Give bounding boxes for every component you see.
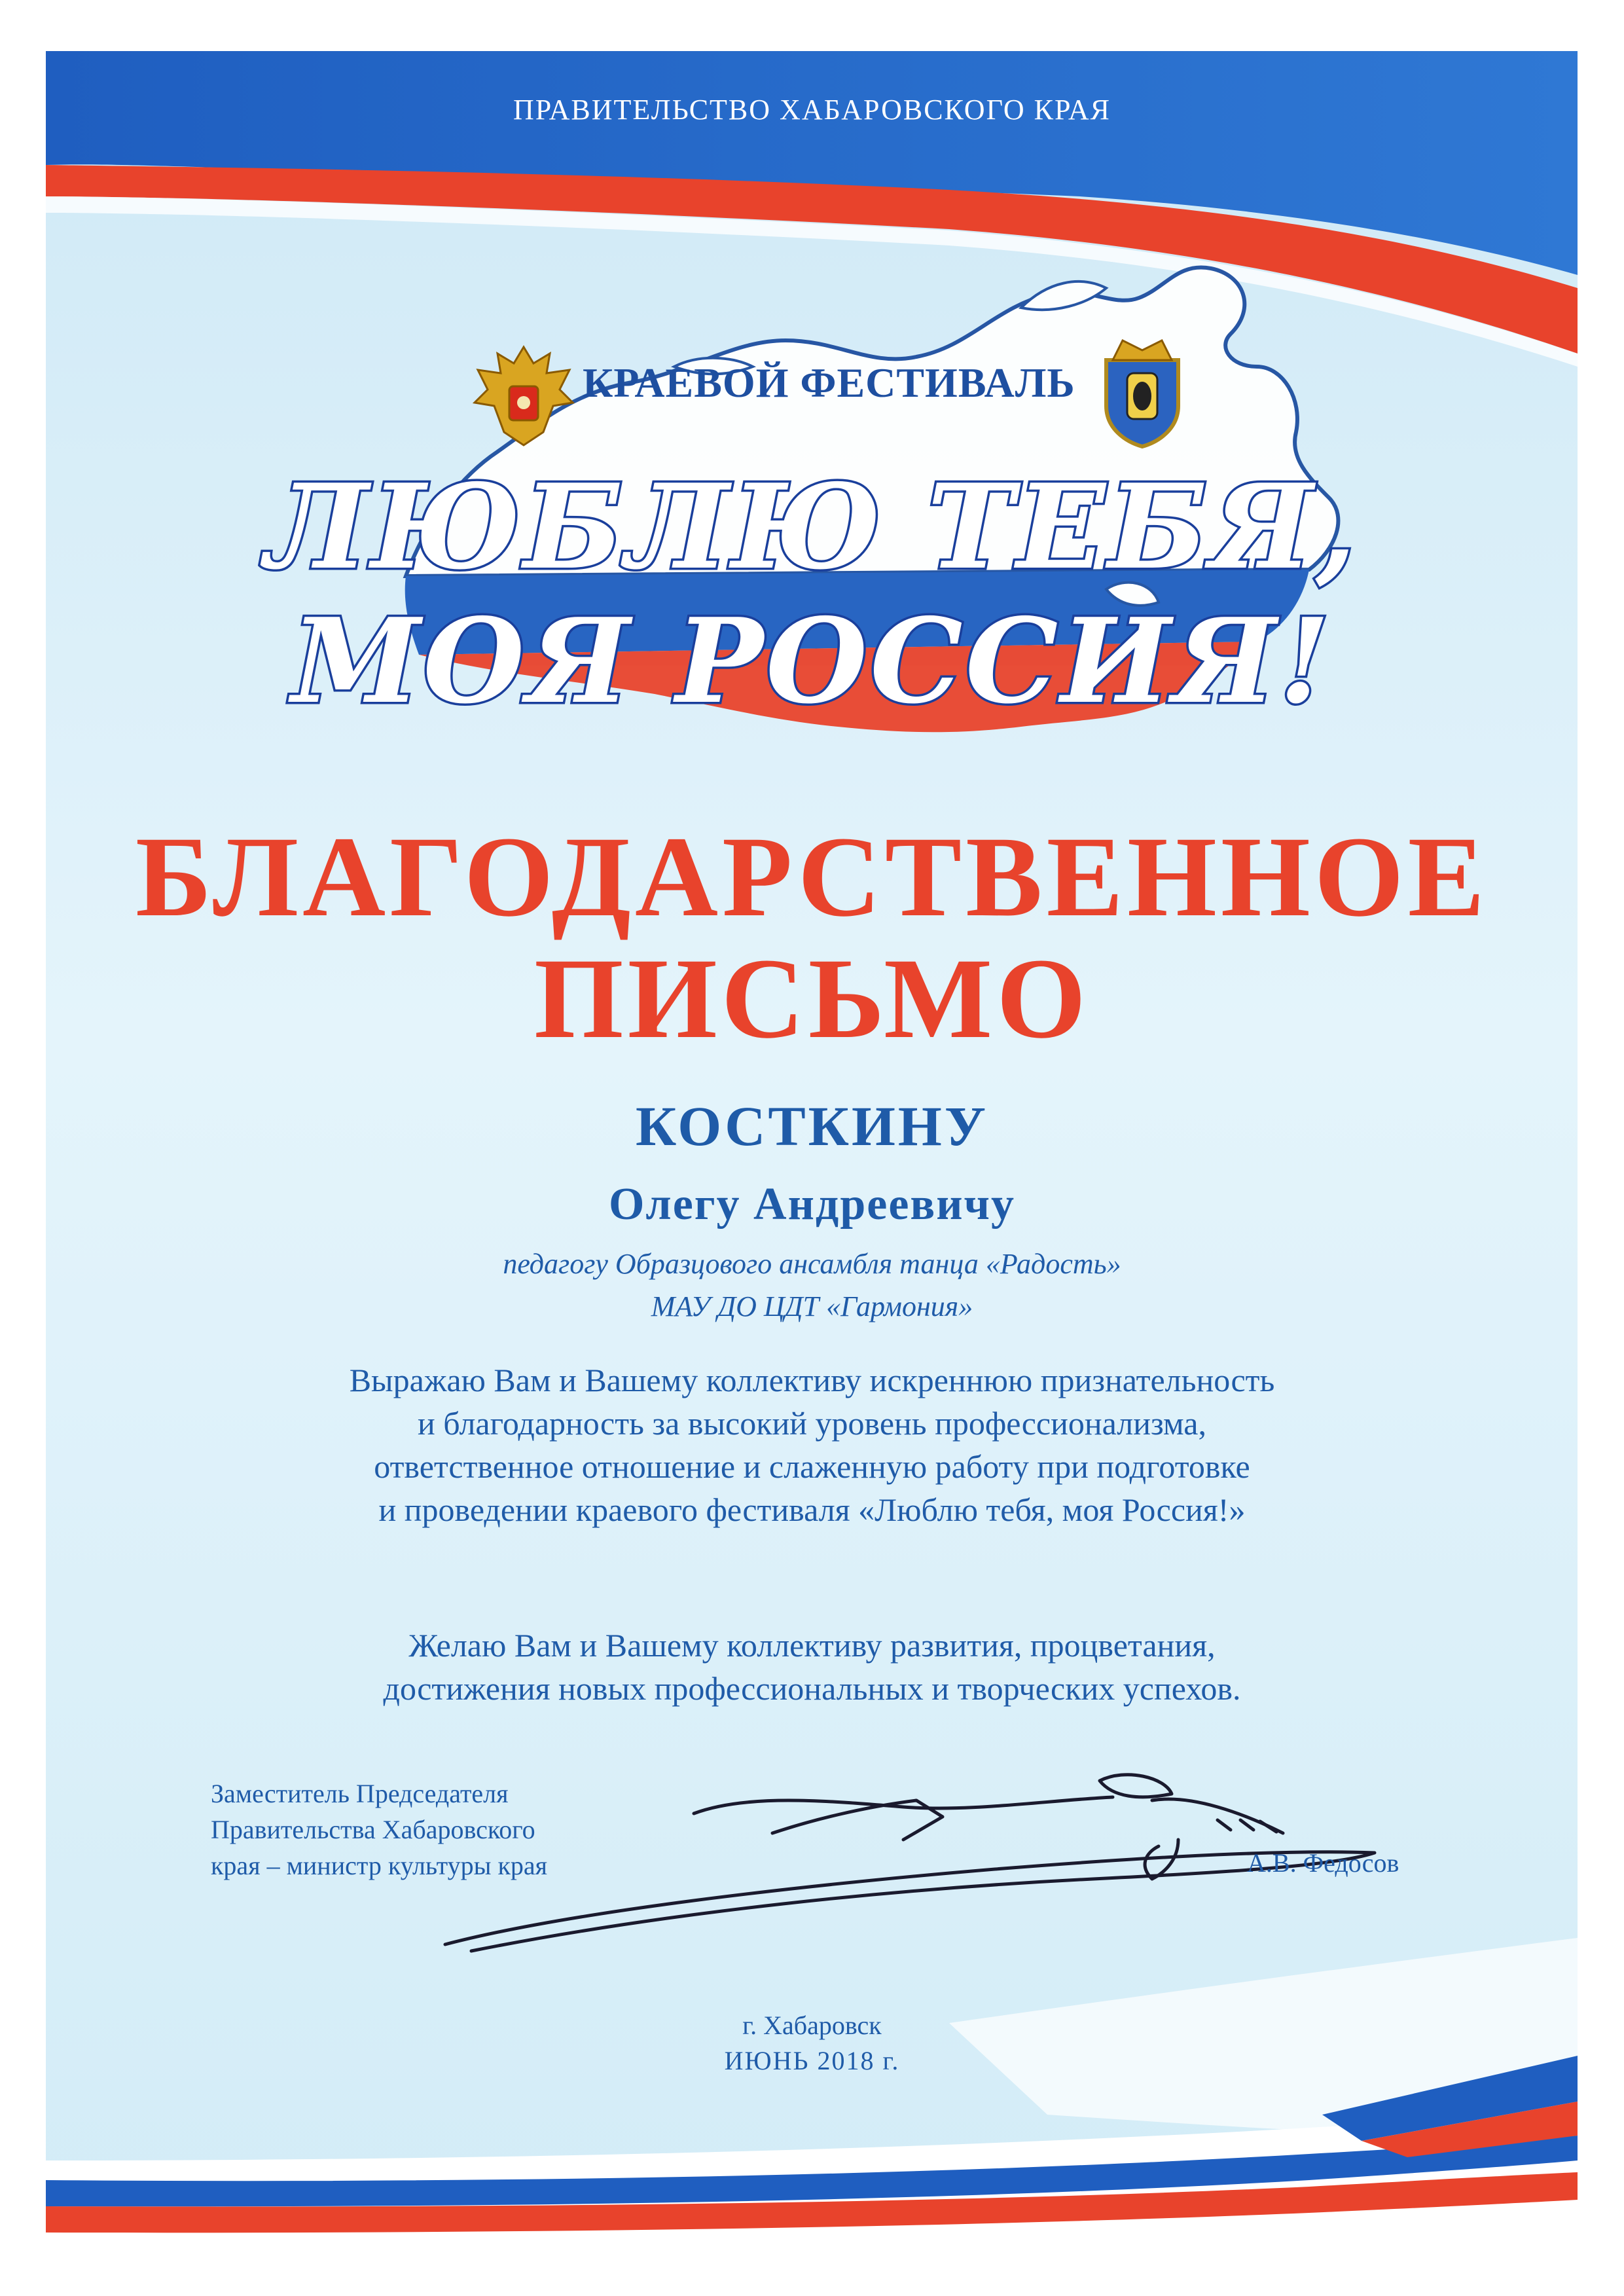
- government-title: ПРАВИТЕЛЬСТВО ХАБАРОВСКОГО КРАЯ: [513, 94, 1111, 126]
- recipient-position-line2: МАУ ДО ЦДТ «Гармония»: [651, 1290, 973, 1322]
- recipient-position-line1: педагогу Образцового ансамбля танца «Радость»: [503, 1248, 1121, 1280]
- wishes-line: достижения новых профессиональных и творческих успехов.: [383, 1670, 1241, 1707]
- signatory-title-line: края – министр культуры края: [211, 1851, 548, 1880]
- letter-title-line2: ПИСЬМО: [533, 935, 1091, 1063]
- festival-title-line1: ЛЮБЛЮ ТЕБЯ,: [265, 458, 1359, 595]
- gratitude-paragraph: [0, 1358, 1624, 1531]
- signatory-title-line: Заместитель Председателя: [211, 1779, 509, 1808]
- festival-title-line2: МОЯ РОССИЯ!: [291, 592, 1333, 729]
- recipient-name: Олегу Андреевичу: [608, 1179, 1016, 1230]
- signatory-title-line: Правительства Хабаровского: [211, 1815, 535, 1844]
- signatory-name: А.В. Федосов: [1247, 1848, 1399, 1878]
- city: г. Хабаровск: [742, 2011, 882, 2040]
- recipient-surname: КОСТКИНУ: [636, 1095, 988, 1157]
- wishes-paragraph: [0, 1624, 1624, 1710]
- issue-date: ИЮНЬ 2018 г.: [724, 2046, 900, 2075]
- wishes-line: Желаю Вам и Вашему коллективу развития, процветания,: [408, 1627, 1216, 1664]
- festival-label: КРАЕВОЙ ФЕСТИВАЛЬ: [583, 359, 1075, 406]
- gratitude-line: Выражаю Вам и Вашему коллективу искреннюю признательность: [349, 1362, 1275, 1398]
- gratitude-line: и благодарность за высокий уровень профессионализма,: [418, 1405, 1206, 1442]
- russian-coat-of-arms-icon: [471, 340, 576, 452]
- khabarovsk-coat-of-arms-icon: [1087, 334, 1198, 452]
- letter-title-line1: БЛАГОДАРСТВЕННОЕ: [135, 813, 1489, 941]
- gratitude-line: и проведении краевого фестиваля «Люблю тебя, моя Россия!»: [378, 1491, 1246, 1528]
- gratitude-line: ответственное отношение и слаженную работу при подготовке: [374, 1448, 1250, 1485]
